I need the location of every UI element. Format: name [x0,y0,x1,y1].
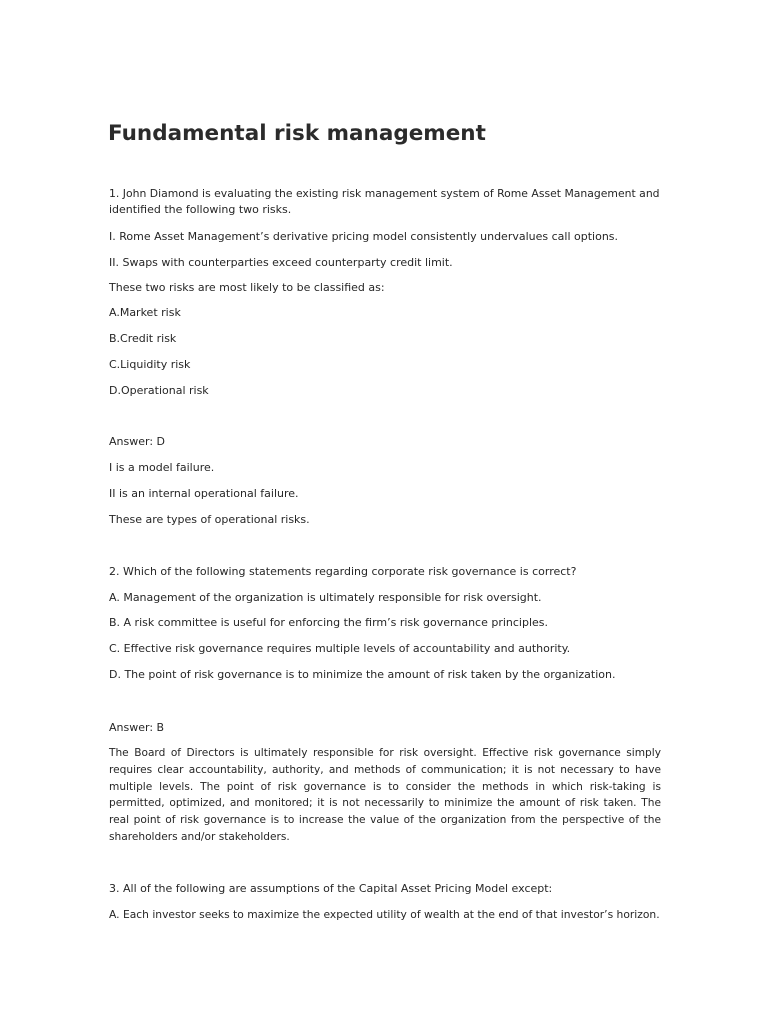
q1-stem-line-2: identified the following two risks. [109,203,292,216]
q2-option-b: B. A risk committee is useful for enforcing the firm’s risk governance principles. [109,616,549,629]
q2-answer: Answer: B [109,721,165,734]
document-title: Fundamental risk management [108,121,486,146]
q1-stem-line-1: 1. John Diamond is evaluating the existing risk management system of Rome Asset Management and [109,187,660,200]
q2-option-d: D. The point of risk governance is to minimize the amount of risk taken by the organization. [109,668,616,681]
q1-option-c: C.Liquidity risk [109,358,191,371]
q1-option-b: B.Credit risk [109,332,177,345]
q2-option-c: C. Effective risk governance requires multiple levels of accountability and authority. [109,642,571,655]
q1-answer: Answer: D [109,435,165,448]
q3-option-a: A. Each investor seeks to maximize the expected utility of wealth at the end of that investor’s horizon. [109,908,660,921]
q2-option-a: A. Management of the organization is ultimately responsible for risk oversight. [109,591,542,604]
q2-explanation: The Board of Directors is ultimately responsible for risk oversight. Effective risk governance simply requires clear accountability, authority, and methods of communication; it is not necessary to have multiple levels. The point of risk governance is to consider the methods in which risk-taking is permitted, optimized, and monitored; it is not necessarily to minimize the amount of risk taken. The real point of risk governance is to increase the value of the organization from the perspective of the shareholders and/or stakeholders. [109,747,661,843]
q1-explanation-3: These are types of operational risks. [109,513,310,526]
q3-stem: 3. All of the following are assumptions of the Capital Asset Pricing Model except: [109,882,553,895]
q1-item-1: I. Rome Asset Management’s derivative pricing model consistently undervalues call options. [109,230,619,243]
q1-item-2: II. Swaps with counterparties exceed counterparty credit limit. [109,256,453,269]
q1-option-a: A.Market risk [109,306,181,319]
q2-stem: 2. Which of the following statements regarding corporate risk governance is correct? [109,565,577,578]
q1-option-d: D.Operational risk [109,384,209,397]
q1-explanation-2: II is an internal operational failure. [109,487,299,500]
q1-explanation-1: I is a model failure. [109,461,215,474]
q1-prompt: These two risks are most likely to be classified as: [109,281,385,294]
